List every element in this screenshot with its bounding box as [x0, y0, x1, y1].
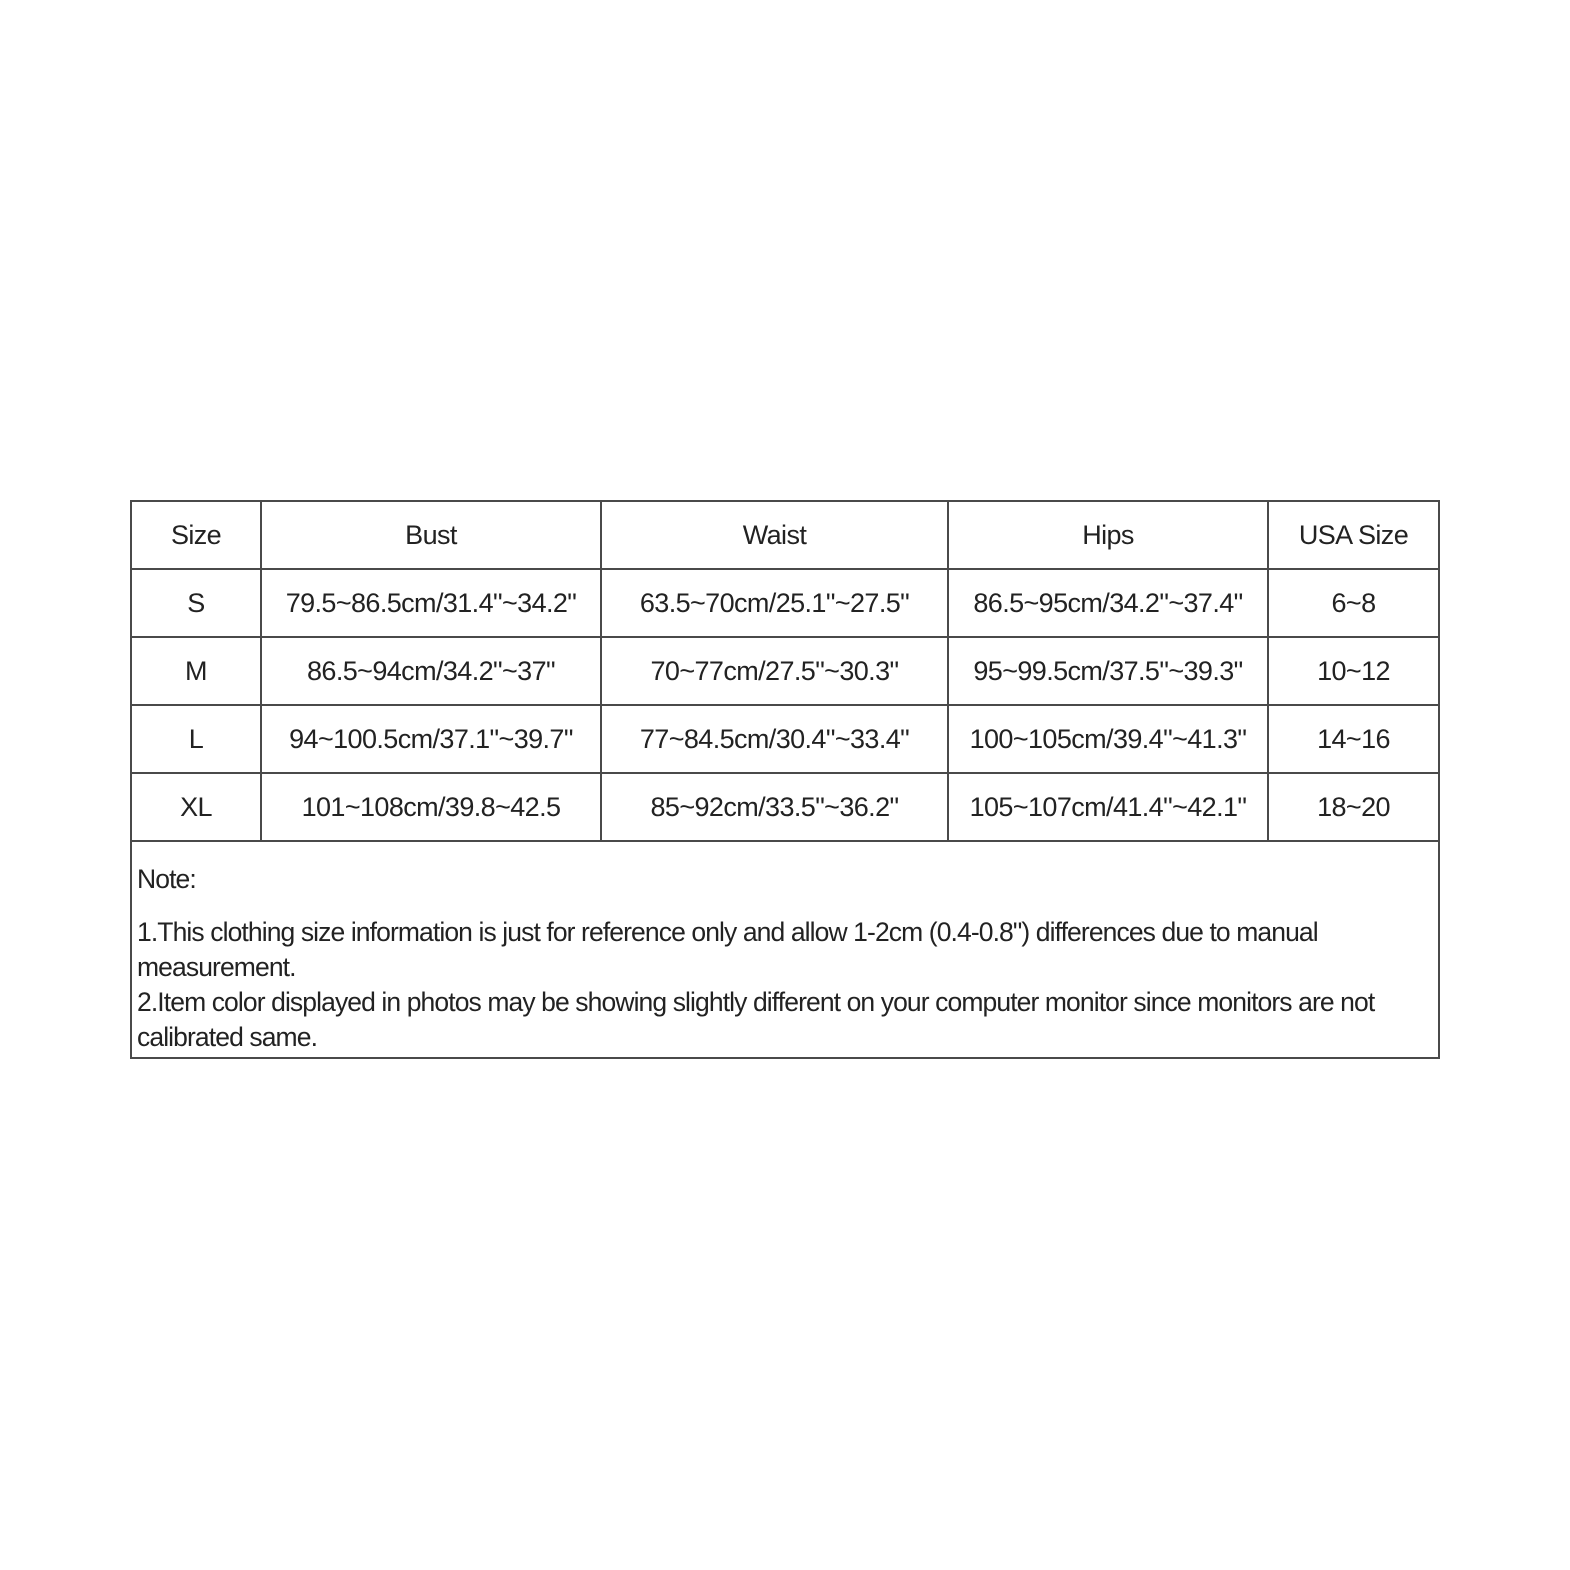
cell-bust: 86.5~94cm/34.2"~37" [261, 637, 601, 705]
cell-size: XL [131, 773, 261, 841]
note-cell [131, 841, 1439, 1058]
cell-usa-size: 14~16 [1268, 705, 1439, 773]
cell-bust: 101~108cm/39.8~42.5 [261, 773, 601, 841]
table-row [131, 637, 1439, 705]
note-line-2: 2.Item color displayed in photos may be showing slightly different on your computer monitor since monitors are not calibrated same. [137, 987, 1375, 1052]
table-row [131, 569, 1439, 637]
header-size: Size [131, 501, 261, 569]
cell-hips: 86.5~95cm/34.2"~37.4" [948, 569, 1268, 637]
header-usa-size: USA Size [1268, 501, 1439, 569]
cell-hips: 105~107cm/41.4"~42.1" [948, 773, 1268, 841]
cell-hips: 100~105cm/39.4"~41.3" [948, 705, 1268, 773]
note-title: Note: [137, 864, 196, 894]
cell-bust: 94~100.5cm/37.1"~39.7" [261, 705, 601, 773]
cell-usa-size: 6~8 [1268, 569, 1439, 637]
cell-size: L [131, 705, 261, 773]
cell-waist: 70~77cm/27.5"~30.3" [601, 637, 948, 705]
header-bust: Bust [261, 501, 601, 569]
cell-waist: 63.5~70cm/25.1"~27.5" [601, 569, 948, 637]
cell-waist: 85~92cm/33.5"~36.2" [601, 773, 948, 841]
note-row [131, 841, 1439, 1058]
cell-usa-size: 18~20 [1268, 773, 1439, 841]
cell-waist: 77~84.5cm/30.4"~33.4" [601, 705, 948, 773]
table-header-row [131, 501, 1439, 569]
cell-size: M [131, 637, 261, 705]
header-waist: Waist [601, 501, 948, 569]
cell-hips: 95~99.5cm/37.5"~39.3" [948, 637, 1268, 705]
cell-bust: 79.5~86.5cm/31.4"~34.2" [261, 569, 601, 637]
header-hips: Hips [948, 501, 1268, 569]
size-chart-table [130, 500, 1440, 1059]
cell-usa-size: 10~12 [1268, 637, 1439, 705]
cell-size: S [131, 569, 261, 637]
note-line-1: 1.This clothing size information is just for reference only and allow 1-2cm (0.4-0.8") differences due to manual measurement. [137, 917, 1318, 982]
table-row [131, 705, 1439, 773]
table-row [131, 773, 1439, 841]
